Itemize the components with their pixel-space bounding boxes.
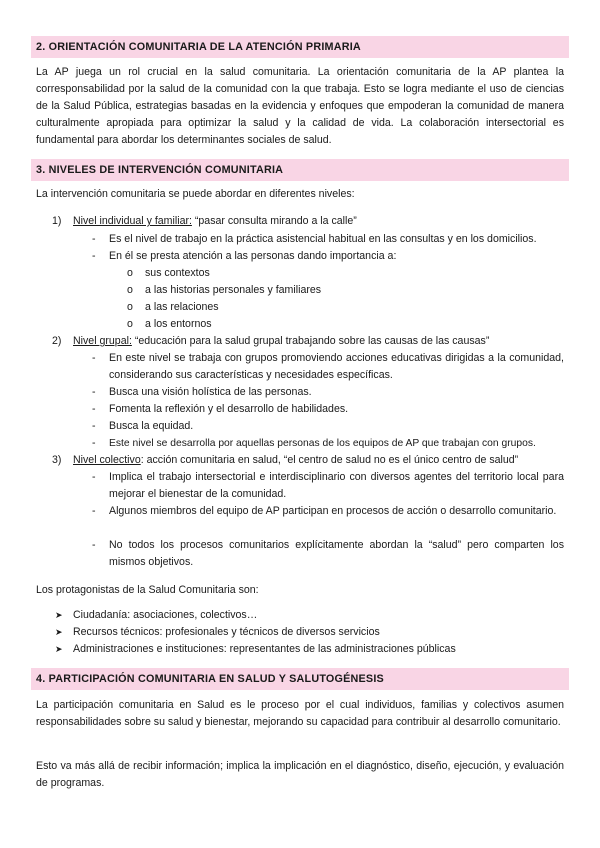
protagonists-intro: Los protagonistas de la Salud Comunitaria son:: [36, 584, 259, 596]
section-4-paragraph-2: Esto va más allá de recibir información; implica la implicación en el diagnóstico, diseño, ejecución, y evaluación de programas.: [36, 760, 564, 789]
level-2-title: [73, 333, 489, 350]
protagonist-item-1: Ciudadanía: asociaciones, colectivos…: [73, 609, 258, 621]
dash-marker: -: [92, 539, 96, 551]
arrow-bullet-icon: ➤: [55, 610, 63, 620]
level-1-number: 1): [52, 215, 62, 227]
level-1-subitem-1: sus contextos: [145, 267, 210, 279]
level-3-name: Nivel colectivo: [73, 454, 141, 466]
dash-marker: -: [92, 233, 96, 245]
level-3-title: [73, 452, 518, 469]
level-1-name: Nivel individual y familiar:: [73, 215, 192, 227]
dash-marker: -: [92, 403, 96, 415]
section-2-heading: 2. ORIENTACIÓN COMUNITARIA DE LA ATENCIÓN PRIMARIA: [31, 36, 569, 58]
dash-marker: -: [92, 386, 96, 398]
level-2-number: 2): [52, 335, 62, 347]
level-3-bullet-2: Algunos miembros del equipo de AP participan en procesos de acción o desarrollo comunitario.: [109, 505, 557, 517]
section-4-heading: 4. PARTICIPACIÓN COMUNITARIA EN SALUD Y SALUTOGÉNESIS: [31, 668, 569, 690]
section-2-paragraph: La AP juega un rol crucial en la salud comunitaria. La orientación comunitaria de la AP plantea la corresponsabilidad por la salud de la comunidad con la que trabaja. Esto se logra mediante el uso de ciencias de la Salud Pública, estrategias basadas en la evidencia y enfoques que empoderan la comunidad de manera culturalmente apropiada para optimizar la salud y la calidad de vida. La colaboración intersectorial es fundamental para abordar los determinantes sociales de salud.: [36, 66, 564, 146]
circle-marker: o: [127, 267, 133, 279]
level-1-subitem-3: a las relaciones: [145, 301, 219, 313]
dash-marker: -: [92, 420, 96, 432]
level-2-bullet-5: Este nivel se desarrolla por aquellas personas de los equipos de AP que trabajan con grupos.: [109, 438, 536, 449]
level-3-bullet-3: No todos los procesos comunitarios explícitamente abordan la “salud” pero comparten los mismos objetivos.: [109, 539, 564, 568]
section-4-paragraph-1: La participación comunitaria en Salud es le proceso por el cual individuos, familias y colectivos asumen responsabilidades sobre su salud y bienestar, mejorando su capacidad para contribuir al desarrollo comunitario.: [36, 699, 564, 728]
level-2-bullet-3: Fomenta la reflexión y el desarrollo de habilidades.: [109, 403, 349, 415]
dash-marker: -: [92, 471, 96, 483]
dash-marker: -: [92, 437, 96, 449]
protagonist-item-2: Recursos técnicos: profesionales y técnicos de diversos servicios: [73, 626, 380, 638]
arrow-bullet-icon: ➤: [55, 644, 63, 654]
circle-marker: o: [127, 318, 133, 330]
level-2-bullet-2: Busca una visión holística de las personas.: [109, 386, 312, 398]
level-2-name: Nivel grupal:: [73, 335, 132, 347]
level-2-quote: “educación para la salud grupal trabajando sobre las causas de las causas”: [131, 335, 490, 347]
section-3-intro: La intervención comunitaria se puede abordar en diferentes niveles:: [36, 188, 355, 200]
dash-marker: -: [92, 352, 96, 364]
level-1-bullet-1: Es el nivel de trabajo en la práctica asistencial habitual en las consultas y en los domicilios.: [109, 233, 537, 245]
level-1-subitem-2: a las historias personales y familiares: [145, 284, 322, 296]
arrow-bullet-icon: ➤: [55, 627, 63, 637]
level-1-quote: “pasar consulta mirando a la calle”: [191, 215, 357, 227]
level-2-bullet-1: En este nivel se trabaja con grupos promoviendo acciones educativas dirigidas a la comunidad, considerando sus características y necesidades específicas.: [109, 352, 564, 381]
level-3-quote: : acción comunitaria en salud, “el centro de salud no es el único centro de salud”: [140, 454, 519, 466]
circle-marker: o: [127, 284, 133, 296]
dash-marker: -: [92, 505, 96, 517]
level-3-number: 3): [52, 454, 62, 466]
dash-marker: -: [92, 250, 96, 262]
level-1-title: [73, 213, 357, 230]
circle-marker: o: [127, 301, 133, 313]
level-1-bullet-2: En él se presta atención a las personas dando importancia a:: [109, 250, 397, 262]
protagonist-item-3: Administraciones e instituciones: representantes de las administraciones públicas: [73, 643, 456, 655]
level-1-subitem-4: a los entornos: [145, 318, 212, 330]
section-3-heading: 3. NIVELES DE INTERVENCIÓN COMUNITARIA: [31, 159, 569, 181]
level-3-bullet-1: Implica el trabajo intersectorial e interdisciplinario con diversos agentes del territorio local para mejorar el bienestar de la comunidad.: [109, 471, 564, 500]
level-2-bullet-4: Busca la equidad.: [109, 420, 194, 432]
